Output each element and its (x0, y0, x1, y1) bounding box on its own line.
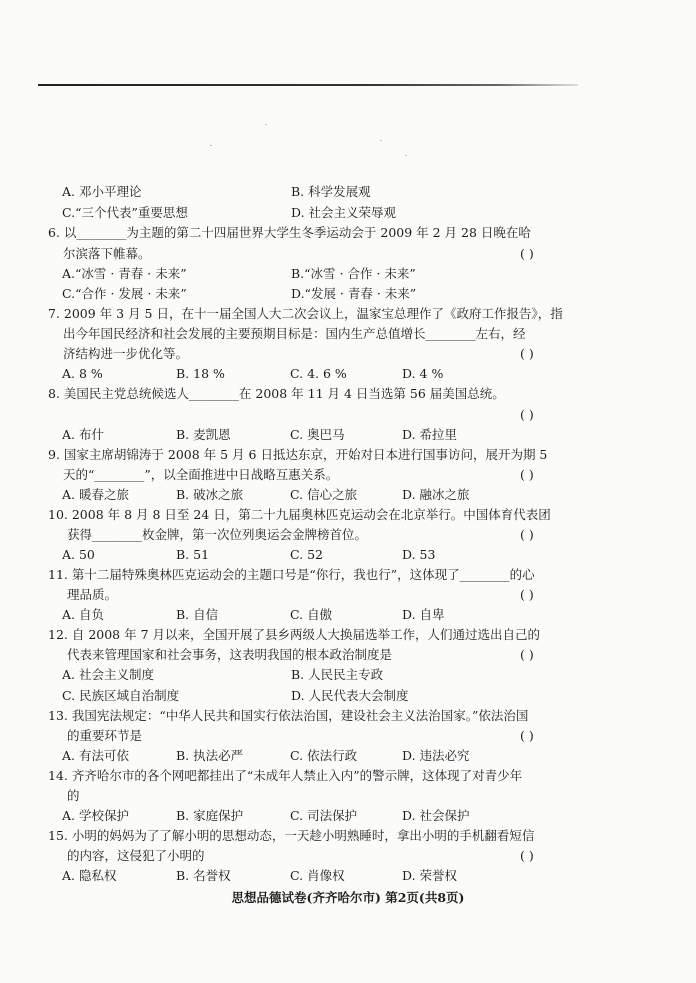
text-line: A. 隐私权 (62, 868, 117, 883)
text-line: D. 4 % (402, 366, 444, 381)
text-line: B. 51 (176, 547, 210, 562)
answer-bracket: ( ) (520, 647, 534, 662)
text-line: B. 麦凯恩 (176, 427, 231, 442)
text-line: B. 人民民主专政 (291, 667, 384, 682)
text-line: A. 50 (62, 547, 95, 562)
text-line: A. 暖春之旅 (62, 487, 129, 502)
text-line: D. 荣誉权 (402, 868, 458, 883)
text-line: B.“冰雪 · 合作 · 未来” (291, 266, 416, 281)
text-line: A. 社会主义制度 (62, 667, 154, 682)
text-line: C. 依法行政 (290, 748, 358, 763)
text-line: B. 18 % (176, 366, 225, 381)
text-line: C. 自傲 (290, 607, 333, 622)
scan-speck (380, 140, 382, 141)
text-line: A. 自负 (62, 607, 104, 622)
text-line: C. 民族区域自治制度 (62, 688, 180, 703)
text-line: 理品质。 (67, 587, 118, 602)
text-line: D.“发展 · 青春 · 未来” (291, 286, 417, 301)
text-line: 13. 我国宪法规定：“中华人民共和国实行依法治国，建设社会主义法治国家。”依法治国 (48, 708, 529, 723)
text-line: 12. 自 2008 年 7 月以来，全国开展了县乡两级人大换届选举工作，人们通过选出自己的 (48, 627, 541, 642)
text-line: B. 家庭保护 (176, 808, 244, 823)
answer-bracket: ( ) (520, 407, 534, 422)
text-line: B. 破冰之旅 (176, 487, 244, 502)
text-line: A. 布什 (62, 427, 104, 442)
answer-bracket: ( ) (520, 246, 534, 261)
answer-bracket: ( ) (520, 467, 534, 482)
answer-bracket: ( ) (520, 527, 534, 542)
text-line: C. 奥巴马 (290, 427, 345, 442)
text-line: A. 8 % (62, 366, 103, 381)
text-line: 天的“________”，以全面推进中日战略互惠关系。 (63, 467, 339, 482)
text-line: A. 学校保护 (62, 808, 129, 823)
text-line: 9. 国家主席胡锦涛于 2008 年 5 月 6 日抵达东京，开始对日本进行国事访问，展开为期 5 (48, 447, 548, 462)
text-line: C.“合作 · 发展 · 未来” (62, 286, 187, 301)
text-line: 7. 2009 年 3 月 5 日，在十一届全国人大二次会议上，温家宝总理作了《政府工作报告》，指 (48, 306, 563, 321)
text-line: B. 名誉权 (176, 868, 231, 883)
text-line: 的重要环节是 (67, 728, 143, 743)
text-line: 14. 齐齐哈尔市的各个网吧都挂出了“未成年人禁止入内”的警示牌，这体现了对青少年 (48, 768, 523, 783)
text-line: A. 邓小平理论 (62, 184, 142, 199)
text-line: 的 (67, 788, 80, 803)
answer-bracket: ( ) (520, 728, 534, 743)
text-line: D. 融冰之旅 (402, 487, 470, 502)
text-line: C. 52 (290, 547, 323, 562)
text-line: D. 希拉里 (402, 427, 458, 442)
text-line: D. 社会保护 (402, 808, 470, 823)
answer-bracket: ( ) (520, 346, 534, 361)
text-line: C. 司法保护 (290, 808, 358, 823)
text-line: A. 有法可依 (62, 748, 129, 763)
text-line: B. 科学发展观 (291, 184, 371, 199)
header-rule (38, 84, 578, 86)
text-line: C. 4. 6 % (290, 366, 347, 381)
text-line: D. 违法必究 (402, 748, 470, 763)
text-line: 8. 美国民主党总统候选人________在 2008 年 11 月 4 日当选第 56 届美国总统。 (48, 386, 505, 401)
text-line: 济结构进一步优化等。 (63, 346, 189, 361)
text-line: 的内容，这侵犯了小明的 (67, 848, 205, 863)
answer-bracket: ( ) (520, 587, 534, 602)
text-line: 11. 第十二届特殊奥林匹克运动会的主题口号是“你行，我也行”，这体现了________的心 (48, 567, 535, 582)
text-line: 10. 2008 年 8 月 8 日至 24 日，第二十九届奥林匹克运动会在北京举行。中国体育代表团 (48, 507, 551, 522)
scan-speck (405, 155, 407, 156)
text-line: 代表来管理国家和社会事务，这表明我国的根本政治制度是 (67, 647, 393, 662)
text-line: D. 人民代表大会制度 (291, 688, 409, 703)
scan-speck (210, 145, 212, 146)
text-line: A.“冰雪 · 青春 · 未来” (62, 266, 187, 281)
text-line: D. 自卑 (402, 607, 445, 622)
text-line: 获得________枚金牌，第一次位列奥运会金牌榜首位。 (67, 527, 368, 542)
text-line: B. 执法必严 (176, 748, 244, 763)
text-line: 6. 以________为主题的第二十四届世界大学生冬季运动会于 2009 年 2 月 28 日晚在哈 (48, 225, 531, 240)
text-line: 出今年国民经济和社会发展的主要预期目标是：国内生产总值增长________左右，经 (63, 326, 526, 341)
text-line: D. 53 (402, 547, 436, 562)
text-line: 尔滨落下帷幕。 (63, 246, 151, 261)
text-line: D. 社会主义荣辱观 (291, 205, 397, 220)
page-footer: 思想品德试卷(齐齐哈尔市) 第2页(共8页) (231, 890, 465, 905)
text-line: 15. 小明的妈妈为了了解小明的思想动态，一天趁小明熟睡时，拿出小明的手机翻看短信 (48, 828, 535, 843)
text-line: B. 自信 (176, 607, 219, 622)
scan-speck (265, 124, 267, 125)
text-line: C. 信心之旅 (290, 487, 358, 502)
answer-bracket: ( ) (520, 848, 534, 863)
text-line: C.“三个代表”重要思想 (62, 205, 188, 220)
text-line: C. 肖像权 (290, 868, 345, 883)
